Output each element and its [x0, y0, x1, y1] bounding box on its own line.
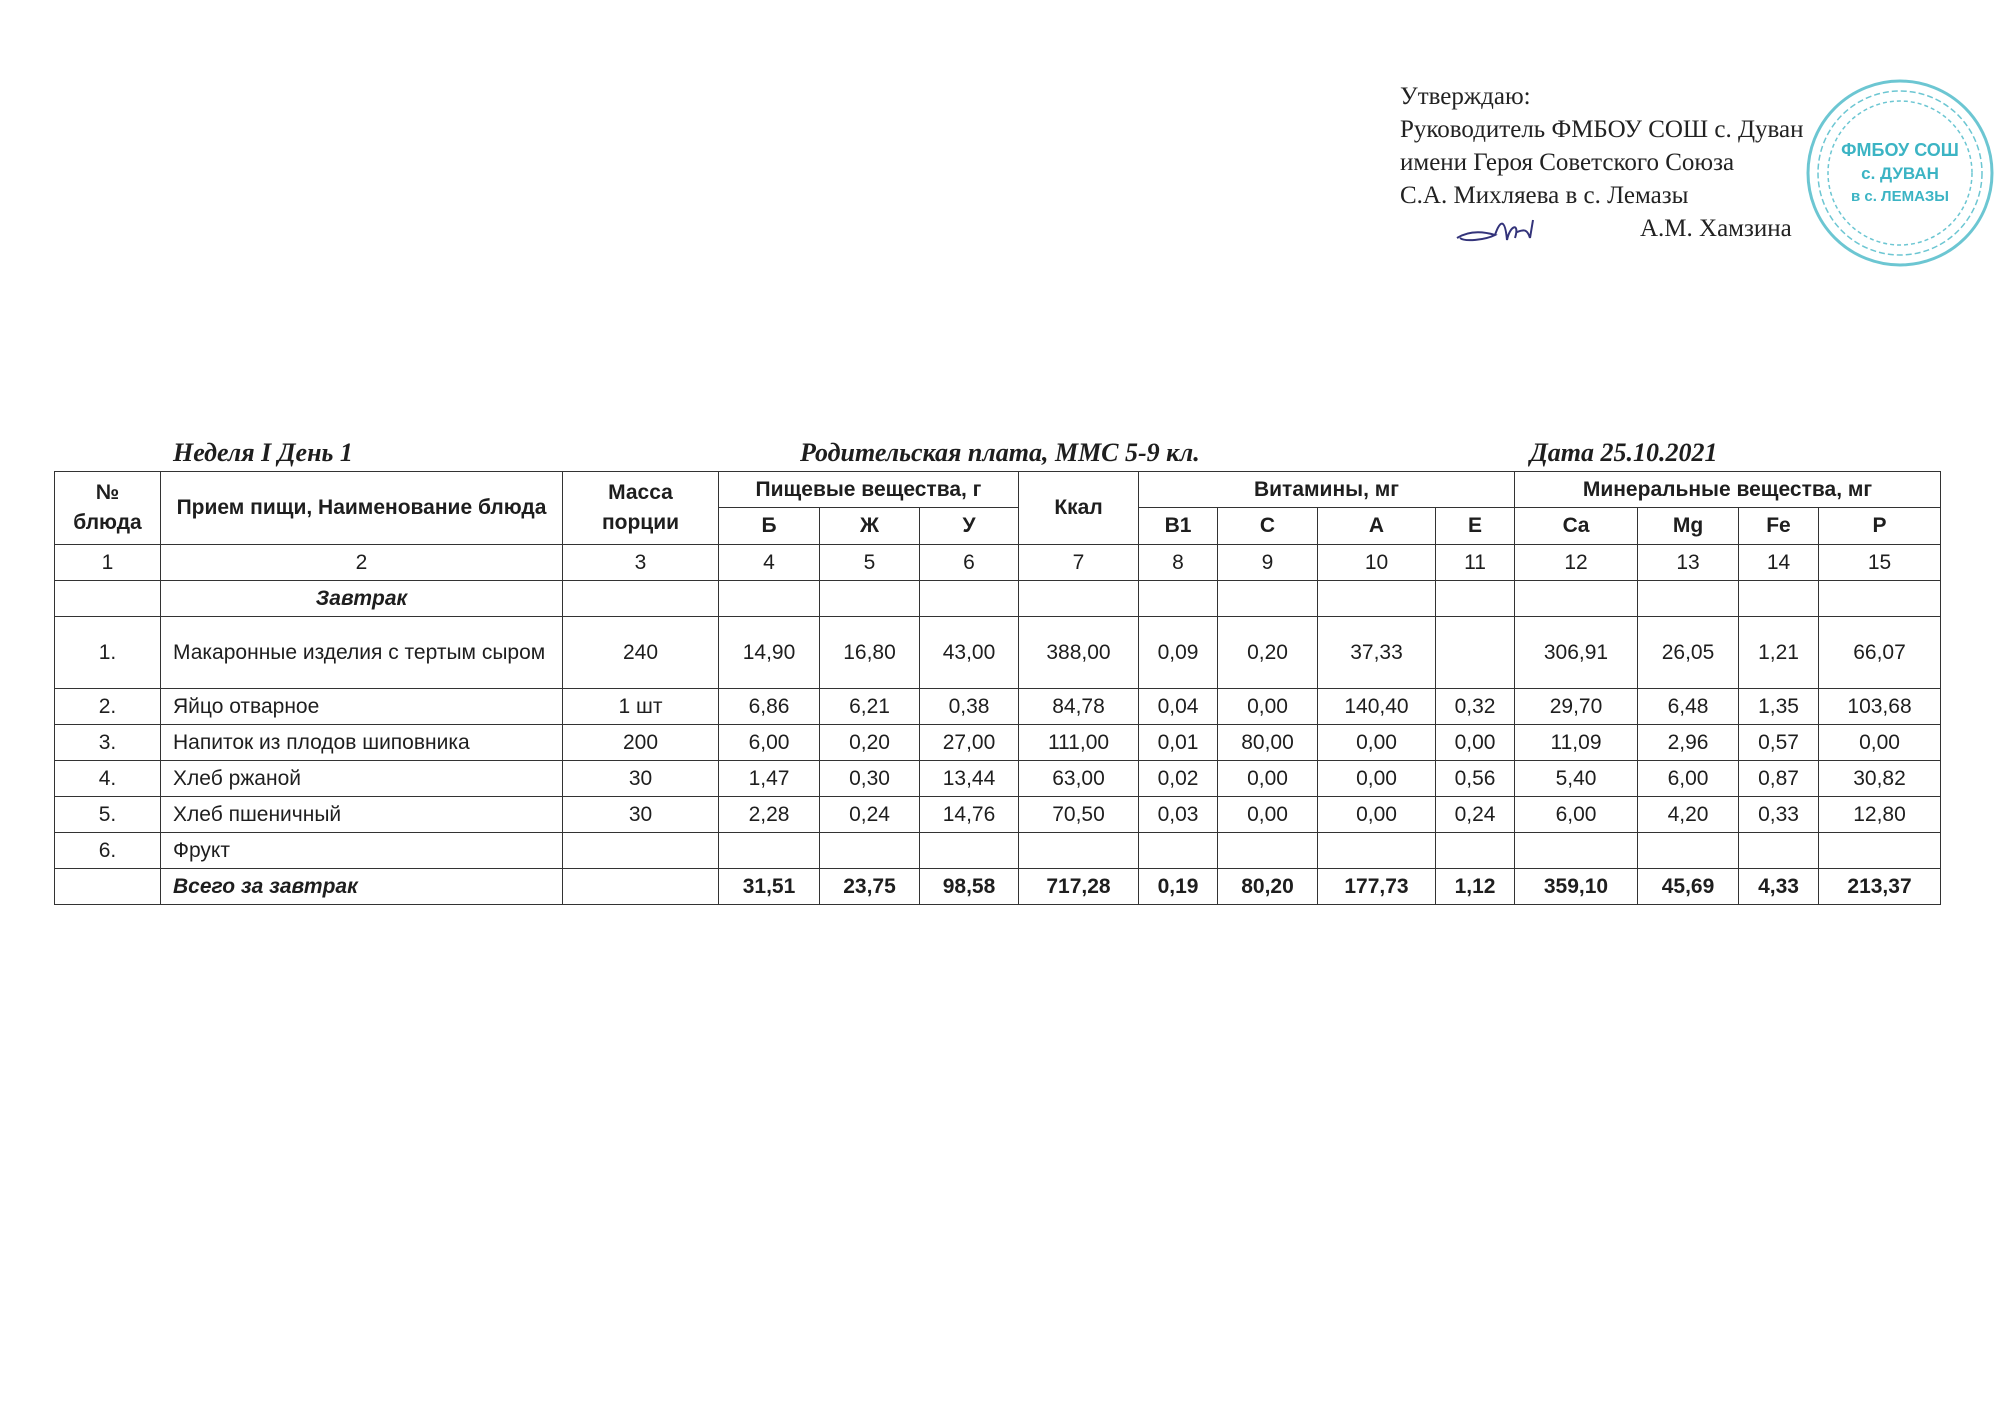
value-cell: [1819, 833, 1941, 869]
empty-cell: [1019, 581, 1139, 617]
header-row: [55, 472, 1941, 508]
value-cell: 0,24: [820, 797, 920, 833]
dish-number: 1.: [55, 617, 161, 689]
value-cell: 0,20: [820, 725, 920, 761]
value-cell: 103,68: [1819, 689, 1941, 725]
value-cell: 5,40: [1515, 761, 1638, 797]
dish-number: 3.: [55, 725, 161, 761]
stamp-line: с. ДУВАН: [1861, 164, 1939, 183]
value-cell: 0,56: [1436, 761, 1515, 797]
empty-cell: [1139, 581, 1218, 617]
header-minerals: Минеральные вещества, мг: [1515, 472, 1941, 508]
dish-name: Яйцо отварное: [161, 689, 563, 725]
table-row: [55, 833, 1941, 869]
subheader-cell: A: [1318, 508, 1436, 545]
value-cell: [1139, 833, 1218, 869]
empty-cell: [563, 869, 719, 905]
table-row: [55, 617, 1941, 689]
column-number: 14: [1739, 545, 1819, 581]
header-nutrients: Пищевые вещества, г: [719, 472, 1019, 508]
value-cell: 4,20: [1638, 797, 1739, 833]
column-number: 4: [719, 545, 820, 581]
value-cell: 0,87: [1739, 761, 1819, 797]
total-value: 23,75: [820, 869, 920, 905]
dish-mass: [563, 833, 719, 869]
approval-line: Руководитель ФМБОУ СОШ с. Дуван: [1400, 116, 1804, 143]
value-cell: [1318, 833, 1436, 869]
header-name: Прием пищи, Наименование блюда: [161, 472, 563, 545]
menu-table: [54, 471, 1941, 905]
column-number: 1: [55, 545, 161, 581]
subheader-cell: E: [1436, 508, 1515, 545]
total-value: 213,37: [1819, 869, 1941, 905]
value-cell: 6,21: [820, 689, 920, 725]
dish-mass: 30: [563, 797, 719, 833]
value-cell: 1,47: [719, 761, 820, 797]
value-cell: 6,00: [719, 725, 820, 761]
value-cell: 0,30: [820, 761, 920, 797]
stamp-line: ФМБОУ СОШ: [1841, 140, 1959, 160]
value-cell: 70,50: [1019, 797, 1139, 833]
total-value: 31,51: [719, 869, 820, 905]
value-cell: 0,57: [1739, 725, 1819, 761]
value-cell: 0,09: [1139, 617, 1218, 689]
header-num: № блюда: [55, 472, 161, 545]
column-number: 9: [1218, 545, 1318, 581]
approval-line: имени Героя Советского Союза: [1400, 149, 1735, 176]
subheader-cell: B1: [1139, 508, 1218, 545]
value-cell: [1218, 833, 1318, 869]
value-cell: 0,00: [1318, 761, 1436, 797]
value-cell: [1739, 833, 1819, 869]
payment-title: Родительская плата, ММС 5-9 кл.: [800, 438, 1200, 467]
empty-cell: [1515, 581, 1638, 617]
table-row: [55, 725, 1941, 761]
dish-name: Фрукт: [161, 833, 563, 869]
value-cell: [719, 833, 820, 869]
value-cell: 43,00: [920, 617, 1019, 689]
value-cell: 1,21: [1739, 617, 1819, 689]
column-number: 13: [1638, 545, 1739, 581]
value-cell: 0,00: [1436, 725, 1515, 761]
dish-name: Макаронные изделия с тертым сыром: [161, 617, 563, 689]
subheader-cell: P: [1819, 508, 1941, 545]
empty-cell: [55, 581, 161, 617]
value-cell: 13,44: [920, 761, 1019, 797]
column-number: 15: [1819, 545, 1941, 581]
total-label: Всего за завтрак: [161, 869, 563, 905]
subheader-cell: C: [1218, 508, 1318, 545]
column-number: 3: [563, 545, 719, 581]
subheader-cell: Ж: [820, 508, 920, 545]
dish-mass: 30: [563, 761, 719, 797]
official-stamp: [1805, 78, 1995, 268]
value-cell: 0,20: [1218, 617, 1318, 689]
value-cell: 0,00: [1819, 725, 1941, 761]
value-cell: 84,78: [1019, 689, 1139, 725]
column-number: 12: [1515, 545, 1638, 581]
empty-cell: [1436, 581, 1515, 617]
section-row: [55, 581, 1941, 617]
signature: [1455, 210, 1545, 250]
empty-cell: [1739, 581, 1819, 617]
value-cell: 0,00: [1318, 797, 1436, 833]
value-cell: 14,76: [920, 797, 1019, 833]
dish-mass: 200: [563, 725, 719, 761]
column-number: 8: [1139, 545, 1218, 581]
column-number-row: [55, 545, 1941, 581]
table-row: [55, 689, 1941, 725]
value-cell: 2,96: [1638, 725, 1739, 761]
section-label: Завтрак: [161, 581, 563, 617]
stamp-line: в с. ЛЕМАЗЫ: [1850, 188, 1950, 205]
value-cell: 2,28: [719, 797, 820, 833]
empty-cell: [55, 869, 161, 905]
value-cell: [1019, 833, 1139, 869]
value-cell: 27,00: [920, 725, 1019, 761]
dish-number: 4.: [55, 761, 161, 797]
dish-number: 2.: [55, 689, 161, 725]
value-cell: 6,86: [719, 689, 820, 725]
table-row: [55, 797, 1941, 833]
value-cell: 140,40: [1318, 689, 1436, 725]
header-kcal: Ккал: [1019, 472, 1139, 545]
subheader-cell: Mg: [1638, 508, 1739, 545]
value-cell: 37,33: [1318, 617, 1436, 689]
dish-number: 6.: [55, 833, 161, 869]
total-value: 4,33: [1739, 869, 1819, 905]
dish-name: Хлеб ржаной: [161, 761, 563, 797]
total-value: 359,10: [1515, 869, 1638, 905]
empty-cell: [1218, 581, 1318, 617]
value-cell: [1436, 617, 1515, 689]
value-cell: 0,03: [1139, 797, 1218, 833]
total-value: 177,73: [1318, 869, 1436, 905]
subheader-cell: У: [920, 508, 1019, 545]
empty-cell: [563, 581, 719, 617]
column-number: 5: [820, 545, 920, 581]
value-cell: [1638, 833, 1739, 869]
value-cell: 111,00: [1019, 725, 1139, 761]
value-cell: 0,00: [1218, 689, 1318, 725]
date-title: Дата 25.10.2021: [1530, 438, 1718, 467]
value-cell: 0,33: [1739, 797, 1819, 833]
value-cell: 0,38: [920, 689, 1019, 725]
value-cell: 0,00: [1318, 725, 1436, 761]
header-mass: Масса порции: [563, 472, 719, 545]
value-cell: 29,70: [1515, 689, 1638, 725]
value-cell: 0,02: [1139, 761, 1218, 797]
dish-name: Хлеб пшеничный: [161, 797, 563, 833]
value-cell: [1515, 833, 1638, 869]
value-cell: 12,80: [1819, 797, 1941, 833]
subheader-cell: Б: [719, 508, 820, 545]
dish-mass: 240: [563, 617, 719, 689]
dish-mass: 1 шт: [563, 689, 719, 725]
value-cell: 63,00: [1019, 761, 1139, 797]
value-cell: 11,09: [1515, 725, 1638, 761]
empty-cell: [920, 581, 1019, 617]
empty-cell: [1318, 581, 1436, 617]
value-cell: 6,00: [1638, 761, 1739, 797]
value-cell: 14,90: [719, 617, 820, 689]
value-cell: 388,00: [1019, 617, 1139, 689]
value-cell: 0,01: [1139, 725, 1218, 761]
total-value: 80,20: [1218, 869, 1318, 905]
table-row: [55, 761, 1941, 797]
dish-number: 5.: [55, 797, 161, 833]
column-number: 2: [161, 545, 563, 581]
value-cell: 0,32: [1436, 689, 1515, 725]
column-number: 7: [1019, 545, 1139, 581]
column-number: 6: [920, 545, 1019, 581]
value-cell: 306,91: [1515, 617, 1638, 689]
header-vitamins: Витамины, мг: [1139, 472, 1515, 508]
value-cell: [920, 833, 1019, 869]
value-cell: 0,00: [1218, 797, 1318, 833]
value-cell: 6,48: [1638, 689, 1739, 725]
value-cell: 6,00: [1515, 797, 1638, 833]
dish-name: Напиток из плодов шиповника: [161, 725, 563, 761]
approval-signer: А.М. Хамзина: [1640, 215, 1792, 242]
value-cell: [1436, 833, 1515, 869]
approval-line: С.А. Михляева в с. Лемазы: [1400, 182, 1689, 209]
total-value: 98,58: [920, 869, 1019, 905]
value-cell: 0,00: [1218, 761, 1318, 797]
value-cell: 0,04: [1139, 689, 1218, 725]
column-number: 10: [1318, 545, 1436, 581]
document-titles: [0, 438, 2000, 472]
approval-line: Утверждаю:: [1400, 83, 1531, 110]
value-cell: 26,05: [1638, 617, 1739, 689]
column-number: 11: [1436, 545, 1515, 581]
empty-cell: [719, 581, 820, 617]
value-cell: 30,82: [1819, 761, 1941, 797]
value-cell: 16,80: [820, 617, 920, 689]
subheader-cell: Ca: [1515, 508, 1638, 545]
total-value: 1,12: [1436, 869, 1515, 905]
total-value: 0,19: [1139, 869, 1218, 905]
total-value: 45,69: [1638, 869, 1739, 905]
empty-cell: [1638, 581, 1739, 617]
total-value: 717,28: [1019, 869, 1139, 905]
empty-cell: [820, 581, 920, 617]
total-row: [55, 869, 1941, 905]
value-cell: 1,35: [1739, 689, 1819, 725]
value-cell: 66,07: [1819, 617, 1941, 689]
subheader-cell: Fe: [1739, 508, 1819, 545]
value-cell: [820, 833, 920, 869]
value-cell: 80,00: [1218, 725, 1318, 761]
week-day-title: Неделя I День 1: [173, 438, 353, 467]
empty-cell: [1819, 581, 1941, 617]
value-cell: 0,24: [1436, 797, 1515, 833]
